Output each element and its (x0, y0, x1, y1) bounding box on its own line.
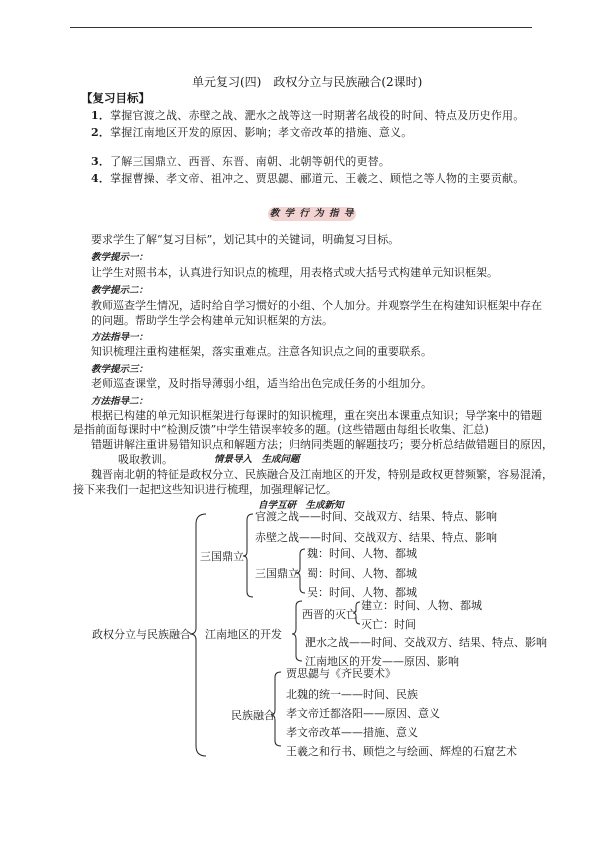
branch-sanguo: 三国鼎立 (200, 550, 244, 563)
sanguo-brace (243, 514, 253, 597)
leaf-miewang: 灭亡：时间 (361, 618, 416, 631)
method-guide-1-label: 方法指导一： (91, 332, 149, 343)
self-study-label: 自学互研 生成新知 (258, 500, 344, 511)
teaching-tip-2-label: 教学提示二： (91, 285, 149, 296)
leaf-qiandu: 孝文帝迁都洛阳——原因、意义 (286, 707, 440, 720)
goal-text: 了解三国鼎立、西晋、东晋、南朝、北朝等朝代的更替。 (110, 155, 391, 168)
scene-intro-line: 魏晋南北朝的特征是政权分立、民族融合及江南地区的开发，特别是政权更替频繁，容易混淆， (91, 468, 553, 481)
branch-jiangnan: 江南地区的开发 (205, 628, 282, 641)
method-guide-2-line: 是指前面每课时中“检测反馈”中学生错误率较多的题。(这些错题由每组长收集、汇总) (73, 423, 489, 436)
branch-xijin: 西晋的灭亡 (302, 608, 357, 621)
teaching-tip-2-line: 教师巡查学生情况，适时给自学习惯好的小组、个人加分。并观察学生在构建知识框架中存在 (91, 299, 542, 312)
leaf-jianli: 建立：时间、人物、都城 (361, 599, 482, 612)
goals-heading: 【复习目标】 (81, 91, 150, 105)
goal-number: 2． (91, 126, 111, 139)
leaf-yishu: 王羲之和行书、顾恺之与绘画、辉煌的石窟艺术 (286, 745, 517, 758)
page-title: 单元复习(四) 政权分立与民族融合(2课时) (192, 75, 423, 89)
guide-intro: 要求学生了解“复习目标”，划记其中的关键词，明确复习目标。 (91, 233, 400, 246)
method-guide-2-label: 方法指导二： (91, 396, 149, 407)
teaching-tip-2-line: 的问题。帮助学生学会构建单元知识框架的方法。 (91, 314, 333, 327)
leaf-feishui: 淝水之战——时间、交战双方、结果、特点、影响 (305, 636, 547, 649)
goal-number: 4． (91, 172, 111, 185)
leaf-beiwei: 北魏的统一——时间、民族 (286, 688, 418, 701)
goal-text: 掌握曹操、孝文帝、祖冲之、贾思勰、郦道元、王羲之、顾恺之等人物的主要贡献。 (110, 172, 525, 185)
goal-text: 掌握官渡之战、赤壁之战、淝水之战等这一时期著名战役的时间、特点及历史作用。 (110, 109, 525, 122)
scene-intro-line: 接下来我们一起把这些知识进行梳理，加强理解记忆。 (73, 483, 337, 496)
leaf-jiasixie: 贾思勰与《齐民要术》 (286, 667, 396, 680)
branch-minzu: 民族融合 (231, 709, 275, 722)
teaching-tip-3-text: 老师巡查课堂，及时指导薄弱小组，适当给出色完成任务的小组加分。 (91, 377, 432, 390)
branch-dingli: 三国鼎立 (255, 567, 299, 580)
goal-text: 掌握江南地区开发的原因、影响；孝文帝改革的措施、意义。 (110, 126, 413, 139)
method-guide-2-line: 错题讲解注重讲易错知识点和解题方法；归纳同类题的解题技巧；要分析总结做错题目的原因， (91, 438, 553, 451)
method-guide-1-text: 知识梳理注重构建框架，落实重难点。注意各知识点之间的重要联系。 (91, 345, 432, 358)
method-guide-2-line: 吸取教训。 (118, 453, 173, 466)
leaf-shu: 蜀：时间、人物、都城 (307, 567, 417, 580)
method-guide-2-line: 根据已构建的单元知识框架进行每课时的知识梳理，重在突出本课重点知识；导学案中的错题 (91, 409, 542, 422)
leaf-guandu: 官渡之战——时间、交战双方、结果、特点、影响 (255, 510, 497, 523)
teaching-tip-1-label: 教学提示一： (91, 252, 149, 263)
jiangnan-brace (292, 601, 302, 661)
leaf-chibi: 赤壁之战——时间、交战双方、结果、特点、影响 (255, 531, 497, 544)
leaf-wu: 吴：时间、人物、都城 (307, 586, 417, 599)
goal-number: 1． (91, 109, 111, 122)
teaching-tip-1-text: 让学生对照书本，认真进行知识点的梳理，用表格式或大括号式构建单元知识框架。 (91, 266, 498, 279)
scene-intro-label: 情景导入 生成问题 (214, 454, 300, 465)
leaf-wei: 魏：时间、人物、都城 (307, 547, 417, 560)
leaf-kaifa: 江南地区的开发——原因、影响 (305, 655, 459, 668)
teaching-guidance-banner: 教 学 行 为 指 导 (269, 208, 355, 219)
goal-number: 3． (91, 155, 111, 168)
leaf-gaige: 孝文帝改革——措施、意义 (286, 726, 418, 739)
teaching-tip-3-label: 教学提示三： (91, 364, 149, 375)
tree-root: 政权分立与民族融合 (92, 628, 191, 641)
